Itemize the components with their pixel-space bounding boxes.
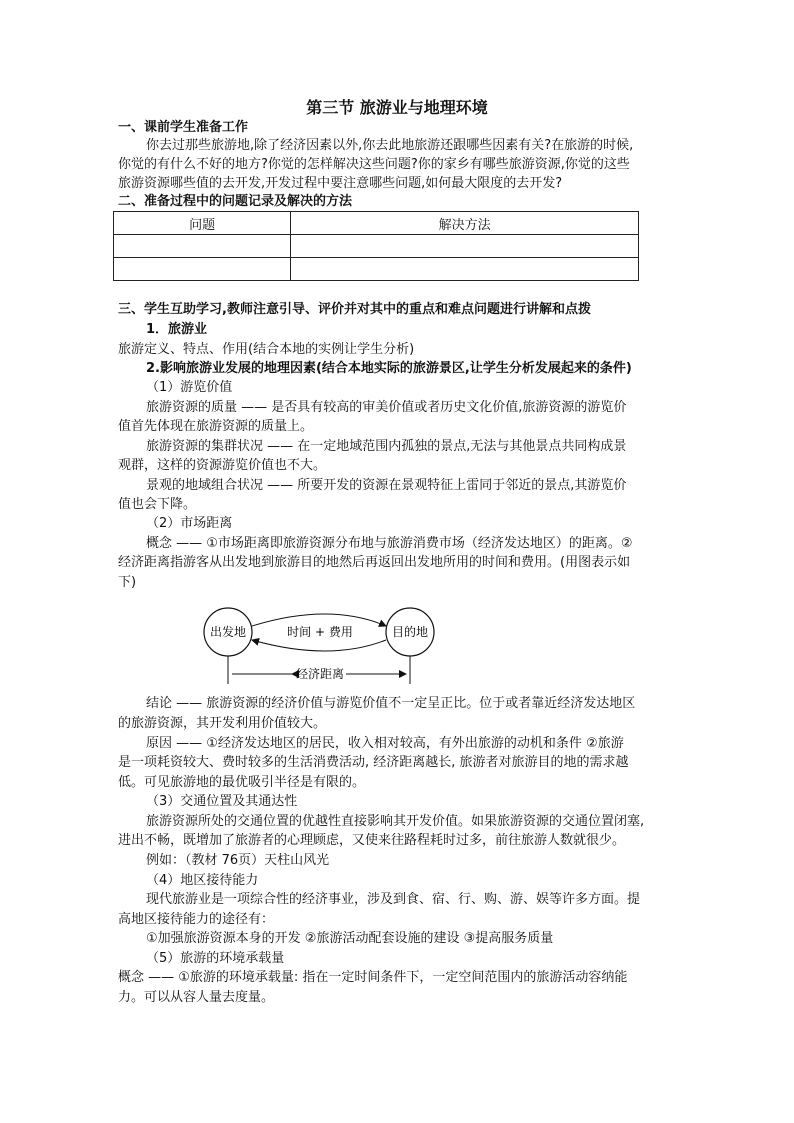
origin-label: 出发地 [209,625,247,639]
body-line: 经济距离指游客从出发地到旅游目的地然后再返回出发地所用的时间和费用。(用图表示如 [118,555,631,570]
table-header-row [114,212,639,235]
page-title: 第三节 旅游业与地理环境 [306,98,488,117]
body-line: 的旅游资源，其开发利用价值较大。 [118,716,327,731]
table-cell [114,258,291,281]
body-line: 旅游资源的集群状况 —— 在一定地域范围内孤独的景点,无法与其他景点共同构成景 [146,439,627,454]
section1-line: 旅游资源哪些值的去开发,开发过程中要注意哪些问题,如何最大限度的去开发? [118,176,563,191]
body-line: （3）交通位置及其通达性 [146,794,298,809]
destination-label: 目的地 [391,625,429,639]
body-line: 现代旅游业是一项综合性的经济事业，涉及到食、宿、行、购、游、娱等许多方面。提 [146,892,641,907]
section2-heading: 二、准备过程中的问题记录及解决的方法 [118,194,353,209]
return-arrow [252,640,386,651]
table-cell [291,258,639,281]
table-cell [114,235,291,258]
body-line: 结论 —— 旅游资源的经济价值与游览价值不一定呈正比。位于或者靠近经济发达地区 [146,696,636,711]
subsection-heading: 2.影响旅游业发展的地理因素(结合本地实际的旅游景区,让学生分析发展起来的条件) [146,361,632,376]
economic-distance-label: 经济距离 [295,667,345,681]
table-cell [291,235,639,258]
body-line: 概念 —— ①市场距离即旅游资源分布地与旅游消费市场（经济发达地区）的距离。② [146,536,633,551]
body-line: 高地区接待能力的途径有： [118,912,275,927]
body-line: 旅游定义、特点、作用(结合本地的实例让学生分析) [118,342,415,357]
section3-heading: 三、学生互助学习,教师注意引导、评价并对其中的重点和难点问题进行讲解和点拨 [118,302,591,317]
economic-distance-diagram [190,600,450,688]
table-row [114,235,639,258]
section1-line: 你去过那些旅游地,除了经济因素以外,你去此地旅游还跟哪些因素有关?在旅游的时候, [146,138,634,153]
body-line: （4）地区接待能力 [146,873,259,888]
body-line: 值也会下降。 [118,497,197,512]
body-line: 概念 —— ①旅游的环境承载量: 指在一定时间条件下，一定空间范围内的旅游活动容纳能 [118,970,628,985]
body-line: 旅游资源的质量 —— 是否具有较高的审美价值或者历史文化价值,旅游资源的游览价 [146,400,627,415]
table-header-solution: 解决方法 [291,212,639,235]
body-line: 值首先体现在旅游资源的质量上。 [118,419,314,434]
body-line: 景观的地域组合状况 —— 所要开发的资源在景观特征上雷同于邻近的景点,其游览价 [146,478,627,493]
body-line: 原因 —— ①经济发达地区的居民，收入相对较高，有外出旅游的动机和条件 ②旅游 [146,736,624,751]
body-line: 旅游资源所处的交通位置的优越性直接影响其开发价值。如果旅游资源的交通位置闭塞, [146,814,645,829]
section1-heading: 一、课前学生准备工作 [118,120,249,135]
body-line: 低。可见旅游地的最优吸引半径是有限的。 [118,775,366,790]
body-line: 观群，这样的资源游览价值也不大。 [118,458,327,473]
subsection-heading: 1．旅游业 [146,322,208,337]
body-line: 进出不畅，既增加了旅游者的心理顾虑，又使来往路程耗时过多，前往旅游人数就很少。 [118,833,626,848]
body-line: ①加强旅游资源本身的开发 ②旅游活动配套设施的建设 ③提高服务质量 [146,931,554,946]
body-line: 力。可以从容人量去度量。 [118,990,275,1005]
body-line: 下) [118,575,137,590]
body-line: （2）市场距离 [146,516,233,531]
section1-line: 你觉的有什么不好的地方?你觉的怎样解决这些问题?你的家乡有哪些旅游资源,你觉的这些 [118,157,630,172]
body-line: （1）游览价值 [146,380,233,395]
time-cost-label: 时间 + 费用 [287,625,353,639]
body-line: 是一项耗资较大、费时较多的生活消费活动, 经济距离越长, 旅游者对旅游目的地的需求越 [118,755,629,770]
table-header-problem: 问题 [114,212,291,235]
problem-table [113,211,639,281]
body-line: （5）旅游的环境承载量 [146,951,285,966]
body-line: 例如：（教材 76页）天柱山风光 [146,853,330,868]
table-row [114,258,639,281]
